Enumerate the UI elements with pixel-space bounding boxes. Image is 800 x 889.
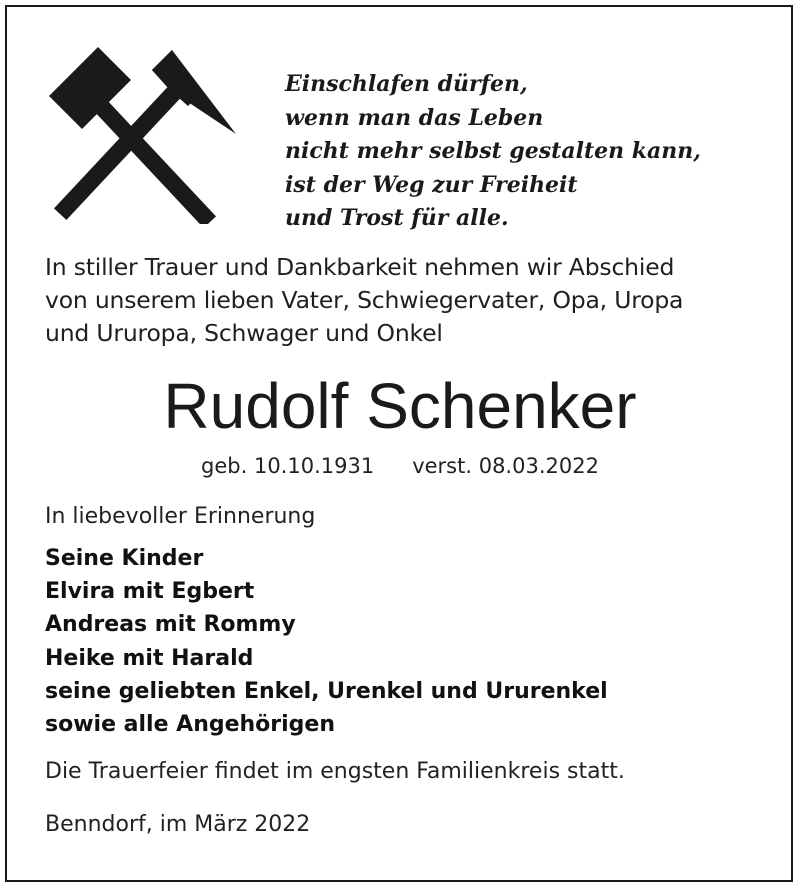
place-date: Benndorf, im März 2022 bbox=[45, 812, 311, 837]
poem-line: nicht mehr selbst gestalten kann, bbox=[285, 138, 701, 164]
memory-line: In liebevoller Erinnerung bbox=[45, 504, 316, 529]
intro-line: und Ururopa, Schwager und Onkel bbox=[45, 319, 443, 347]
poem-line: und Trost für alle. bbox=[285, 205, 509, 231]
poem-line: Einschlafen dürfen, bbox=[285, 71, 528, 97]
crossed-hammers-icon bbox=[46, 44, 238, 224]
poem bbox=[285, 68, 701, 236]
family-line: Heike mit Harald bbox=[45, 645, 254, 671]
birth-date: geb. 10.10.1931 bbox=[201, 454, 375, 478]
death-date: verst. 08.03.2022 bbox=[412, 454, 599, 478]
family-line: sowie alle Angehörigen bbox=[45, 712, 336, 738]
funeral-note: Die Trauerfeier findet im engsten Familienkreis statt. bbox=[45, 759, 625, 784]
poem-line: wenn man das Leben bbox=[285, 104, 544, 131]
poem-line: ist der Weg zur Freiheit bbox=[285, 171, 578, 198]
family-line: Elvira mit Egbert bbox=[45, 579, 255, 605]
family-list bbox=[45, 542, 608, 741]
family-line: Andreas mit Rommy bbox=[45, 612, 296, 638]
life-dates bbox=[0, 451, 800, 481]
family-line: seine geliebten Enkel, Urenkel und Ururenkel bbox=[45, 678, 608, 704]
intro-line: In stiller Trauer und Dankbarkeit nehmen wir Abschied bbox=[45, 253, 675, 281]
deceased-name: Rudolf Schenker bbox=[163, 370, 637, 442]
intro-text bbox=[45, 251, 683, 350]
intro-line: von unserem lieben Vater, Schwiegervater, Opa, Uropa bbox=[45, 286, 684, 314]
family-line: Seine Kinder bbox=[45, 546, 204, 571]
